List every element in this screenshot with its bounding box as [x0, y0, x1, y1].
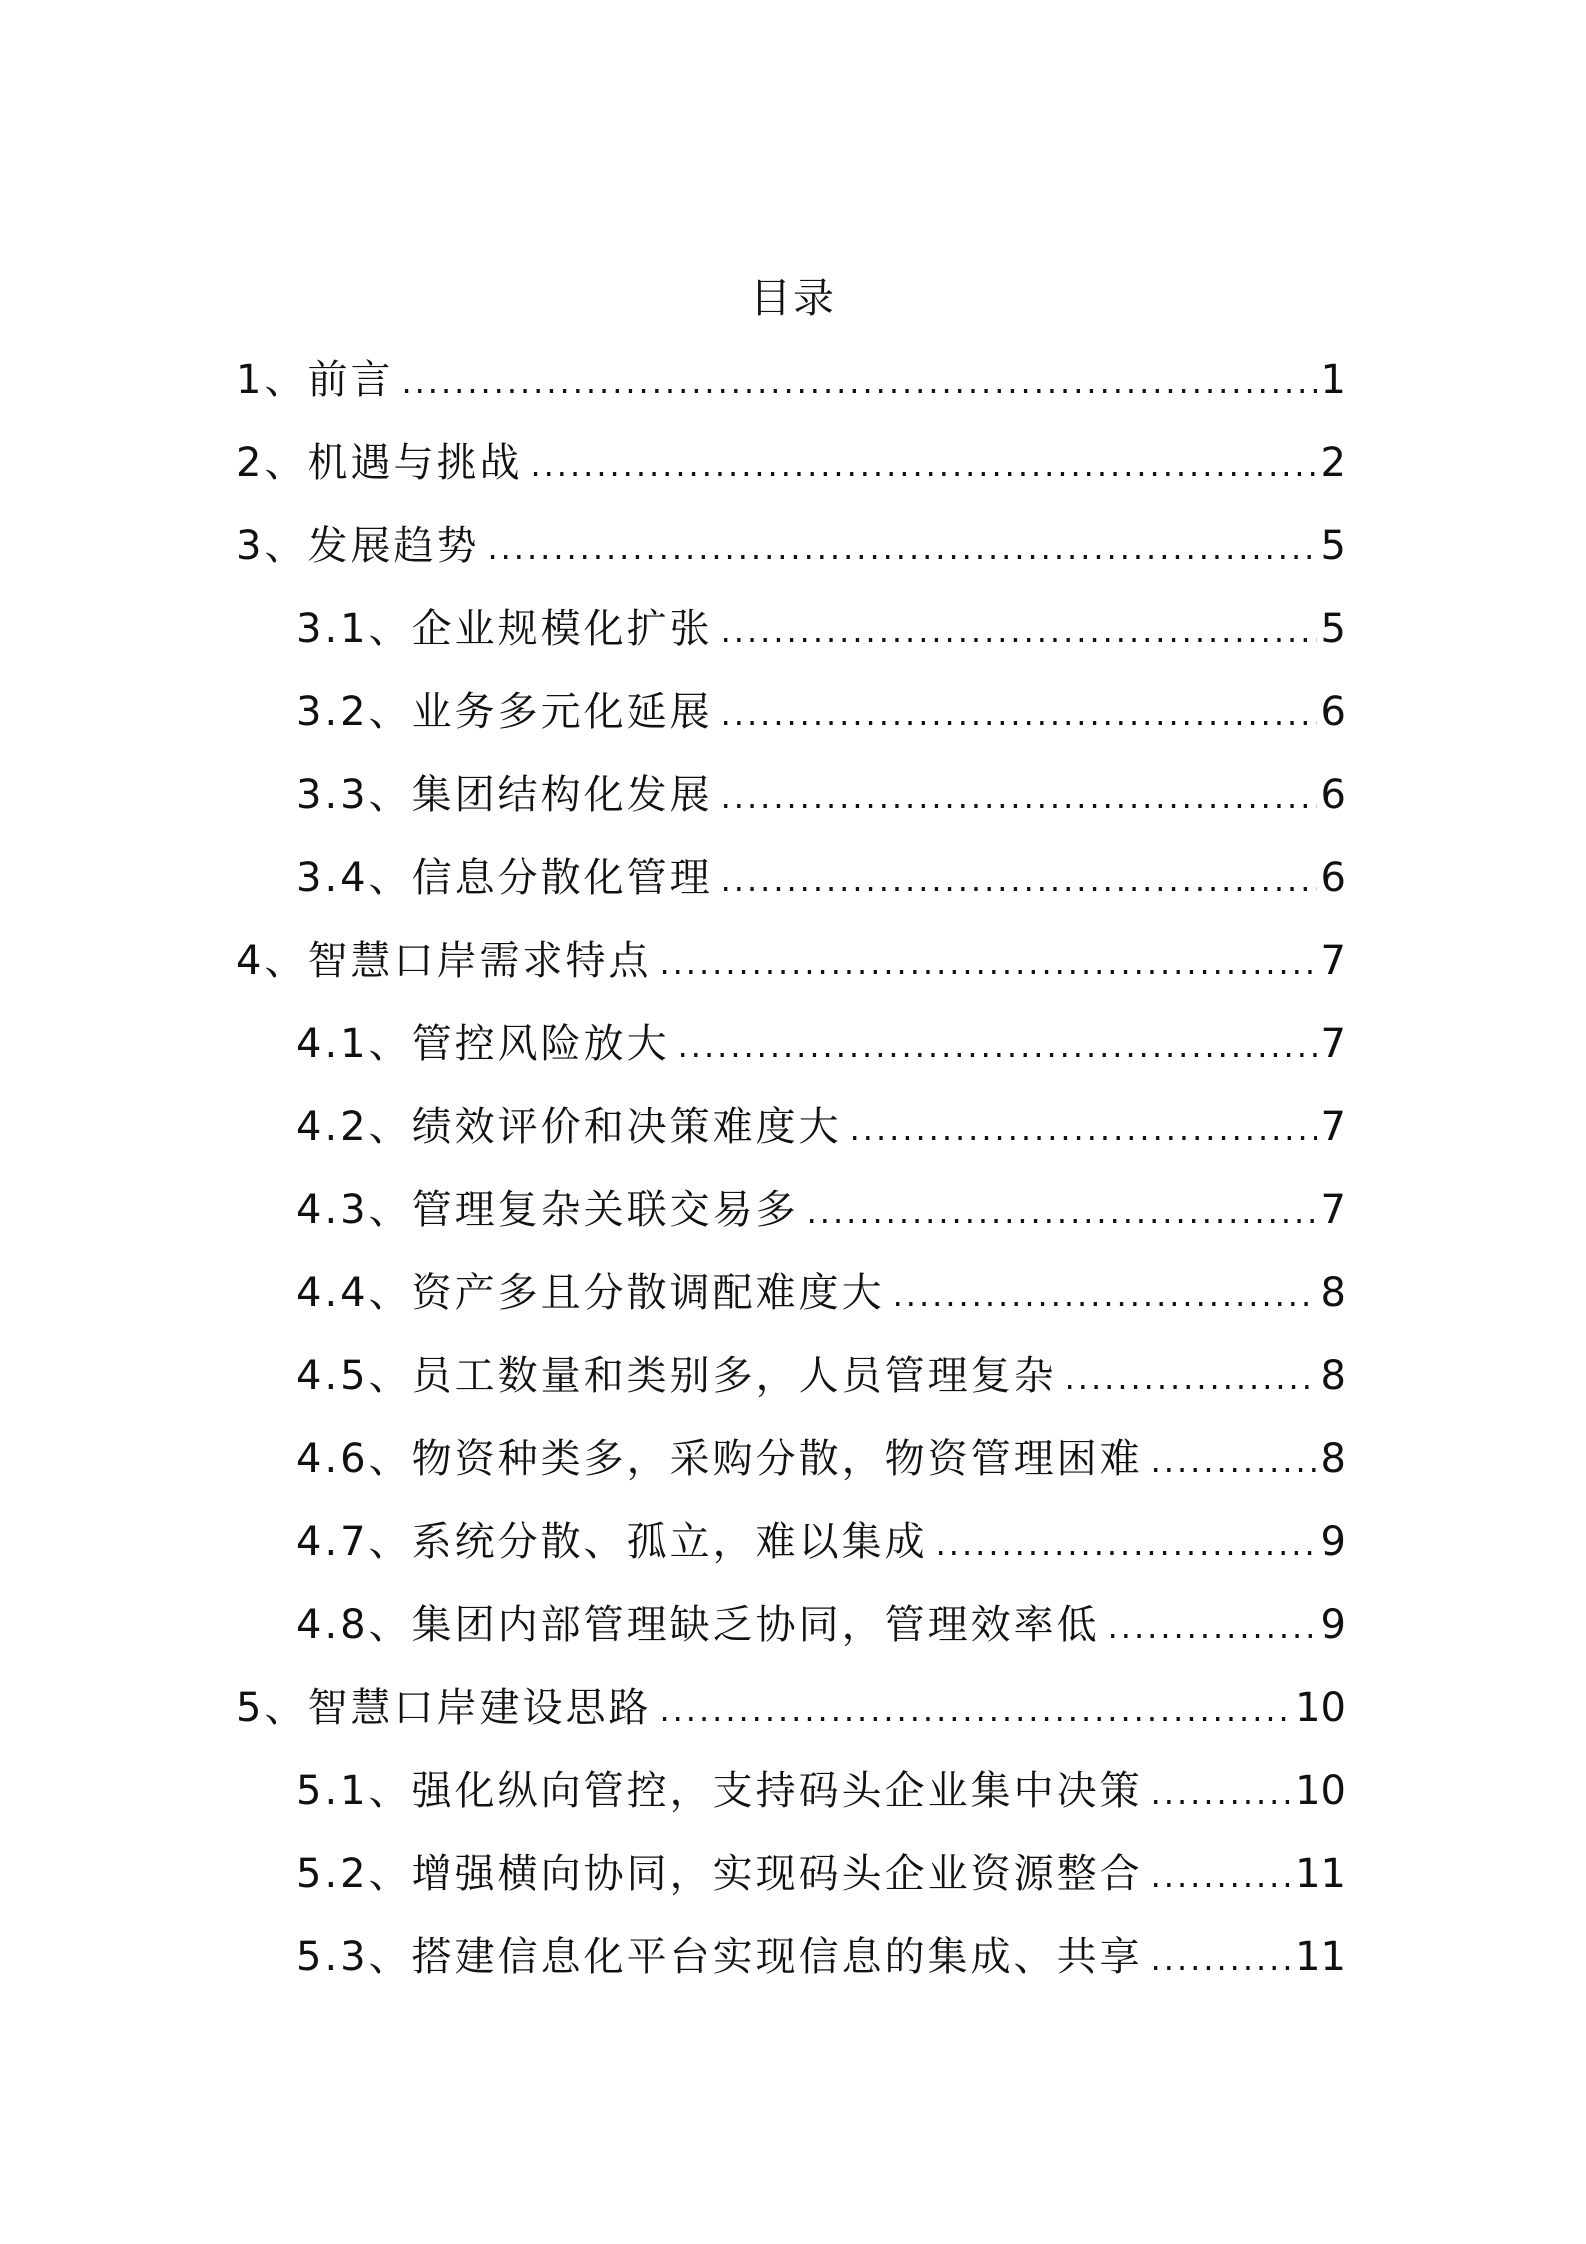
toc-entry-text: 4.3、管理复杂关联交易多 [296, 1187, 799, 1233]
toc-entry-text: 4.1、管控风险放大 [296, 1021, 670, 1067]
toc-entry [236, 433, 1346, 516]
toc-entry [236, 599, 1346, 682]
toc-entry [236, 350, 1346, 433]
toc-entry [236, 1014, 1346, 1097]
toc-entry-page: 5 [1320, 523, 1346, 569]
toc-entry [236, 765, 1346, 848]
toc-dot-leader [721, 684, 1317, 744]
toc-dot-leader [1065, 1348, 1317, 1408]
toc-dot-leader [487, 518, 1316, 578]
toc-entry-text: 3.1、企业规模化扩张 [296, 606, 713, 652]
toc-entry-page: 7 [1320, 938, 1346, 984]
toc-dot-leader [1151, 1929, 1291, 1989]
toc-entry-text: 4.8、集团内部管理缺乏协同，管理效率低 [296, 1602, 1100, 1648]
toc-entry-text: 4.7、系统分散、孤立，难以集成 [296, 1519, 928, 1565]
toc-dot-leader [1151, 1763, 1291, 1823]
toc-entry-page: 11 [1295, 1851, 1346, 1897]
toc-entry [236, 931, 1346, 1014]
toc-entry-text: 2、机遇与挑战 [236, 440, 523, 486]
toc-entry-page: 7 [1320, 1104, 1346, 1150]
toc-dot-leader [936, 1514, 1317, 1574]
toc-entry-text: 5.1、强化纵向管控，支持码头企业集中决策 [296, 1768, 1143, 1814]
toc-entry-page: 9 [1320, 1519, 1346, 1565]
toc-dot-leader [659, 1680, 1291, 1740]
toc-entry-text: 4、智慧口岸需求特点 [236, 938, 652, 984]
toc-entry [236, 848, 1346, 931]
toc-dot-leader [721, 767, 1317, 827]
toc-entry-text: 1、前言 [236, 357, 394, 403]
toc-dot-leader [1151, 1431, 1317, 1491]
toc-entry [236, 682, 1346, 765]
toc-entry-page: 10 [1295, 1685, 1346, 1731]
toc-entry-page: 1 [1320, 357, 1346, 403]
toc-dot-leader [1151, 1846, 1291, 1906]
toc-entry-page: 5 [1320, 606, 1346, 652]
toc-entry-text: 3、发展趋势 [236, 523, 480, 569]
toc-entry [236, 1512, 1346, 1595]
toc-dot-leader [401, 352, 1316, 412]
toc-list [236, 350, 1346, 2010]
toc-entry [236, 1678, 1346, 1761]
toc-entry-text: 4.5、员工数量和类别多，人员管理复杂 [296, 1353, 1057, 1399]
toc-dot-leader [1108, 1597, 1317, 1657]
toc-dot-leader [893, 1265, 1317, 1325]
toc-dot-leader [850, 1099, 1317, 1159]
toc-entry-text: 3.4、信息分散化管理 [296, 855, 713, 901]
toc-dot-leader [659, 933, 1316, 993]
toc-entry [236, 1263, 1346, 1346]
toc-title: 目录 [750, 274, 836, 322]
toc-dot-leader [721, 601, 1317, 661]
toc-entry-page: 10 [1295, 1768, 1346, 1814]
toc-entry-page: 11 [1295, 1934, 1346, 1980]
toc-entry [236, 1927, 1346, 2010]
toc-entry [236, 1429, 1346, 1512]
toc-dot-leader [678, 1016, 1317, 1076]
toc-entry-text: 4.4、资产多且分散调配难度大 [296, 1270, 885, 1316]
toc-entry-page: 6 [1320, 689, 1346, 735]
toc-entry-text: 3.3、集团结构化发展 [296, 772, 713, 818]
toc-entry-text: 5.2、增强横向协同，实现码头企业资源整合 [296, 1851, 1143, 1897]
toc-dot-leader [807, 1182, 1317, 1242]
toc-entry-page: 7 [1320, 1021, 1346, 1067]
toc-entry [236, 1761, 1346, 1844]
toc-dot-leader [530, 435, 1316, 495]
toc-entry-page: 6 [1320, 855, 1346, 901]
toc-entry-page: 2 [1320, 440, 1346, 486]
toc-entry-text: 3.2、业务多元化延展 [296, 689, 713, 735]
toc-entry-page: 9 [1320, 1602, 1346, 1648]
toc-entry [236, 516, 1346, 599]
toc-entry [236, 1097, 1346, 1180]
toc-entry-text: 4.2、绩效评价和决策难度大 [296, 1104, 842, 1150]
toc-entry [236, 1180, 1346, 1263]
toc-entry-page: 6 [1320, 772, 1346, 818]
toc-entry-page: 8 [1320, 1353, 1346, 1399]
toc-entry-page: 8 [1320, 1436, 1346, 1482]
toc-entry [236, 1346, 1346, 1429]
toc-entry-text: 4.6、物资种类多，采购分散，物资管理困难 [296, 1436, 1143, 1482]
toc-entry [236, 1844, 1346, 1927]
toc-entry [236, 1595, 1346, 1678]
toc-entry-text: 5.3、搭建信息化平台实现信息的集成、共享 [296, 1934, 1143, 1980]
toc-dot-leader [721, 850, 1317, 910]
toc-entry-text: 5、智慧口岸建设思路 [236, 1685, 652, 1731]
toc-entry-page: 7 [1320, 1187, 1346, 1233]
toc-entry-page: 8 [1320, 1270, 1346, 1316]
